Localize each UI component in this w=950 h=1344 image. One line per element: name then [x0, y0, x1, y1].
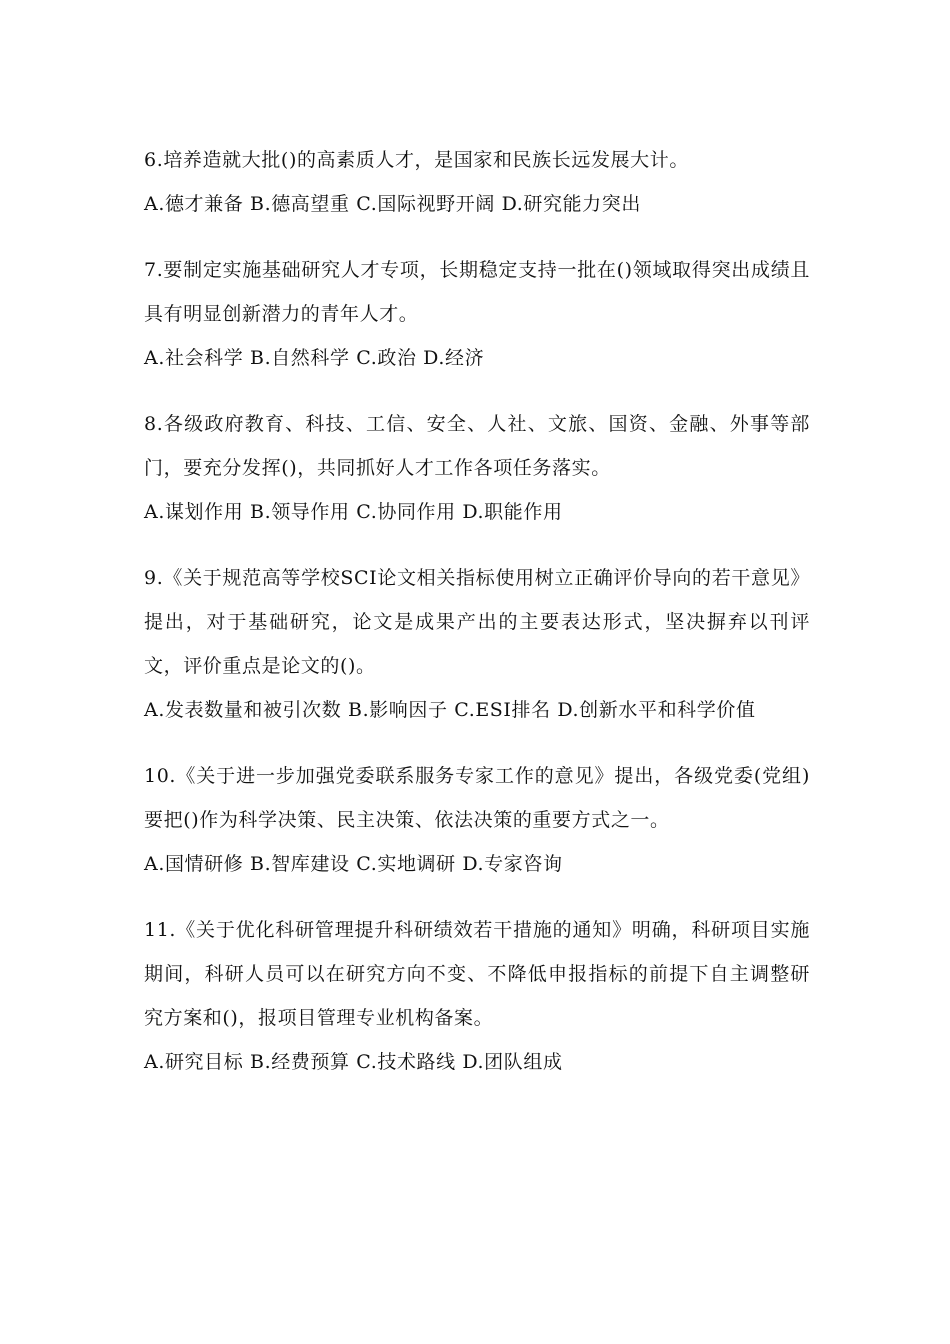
question-text: 6.培养造就大批()的高素质人才，是国家和民族长远发展大计。 [144, 149, 689, 171]
question-options: A.德才兼备 B.德高望重 C.国际视野开阔 D.研究能力突出 [144, 193, 641, 215]
question-11 [144, 908, 810, 1084]
question-7 [144, 248, 810, 380]
question-options: A.社会科学 B.自然科学 C.政治 D.经济 [144, 347, 485, 369]
question-text: 9.《关于规范高等学校SCI论文相关指标使用树立正确评价导向的若干意见》提出，对于基础研究，论文是成果产出的主要表达形式，坚决摒弃以刊评文，评价重点是论文的()。 [144, 567, 810, 677]
question-options: A.发表数量和被引次数 B.影响因子 C.ESI排名 D.创新水平和科学价值 [144, 699, 756, 721]
question-10 [144, 754, 810, 886]
question-options: A.谋划作用 B.领导作用 C.协同作用 D.职能作用 [144, 501, 563, 523]
question-9 [144, 556, 810, 732]
question-options: A.国情研修 B.智库建设 C.实地调研 D.专家咨询 [144, 853, 563, 875]
question-6 [144, 138, 810, 226]
question-8 [144, 402, 810, 534]
question-text: 8.各级政府教育、科技、工信、安全、人社、文旅、国资、金融、外事等部门，要充分发挥()，共同抓好人才工作各项任务落实。 [144, 413, 810, 479]
question-list [144, 138, 810, 1106]
question-text: 10.《关于进一步加强党委联系服务专家工作的意见》提出，各级党委(党组)要把()作为科学决策、民主决策、依法决策的重要方式之一。 [144, 765, 810, 831]
question-options: A.研究目标 B.经费预算 C.技术路线 D.团队组成 [144, 1051, 563, 1073]
question-text: 7.要制定实施基础研究人才专项，长期稳定支持一批在()领域取得突出成绩且具有明显创新潜力的青年人才。 [144, 259, 810, 325]
question-text: 11.《关于优化科研管理提升科研绩效若干措施的通知》明确，科研项目实施期间，科研人员可以在研究方向不变、不降低申报指标的前提下自主调整研究方案和()，报项目管理专业机构备案。 [144, 919, 810, 1029]
